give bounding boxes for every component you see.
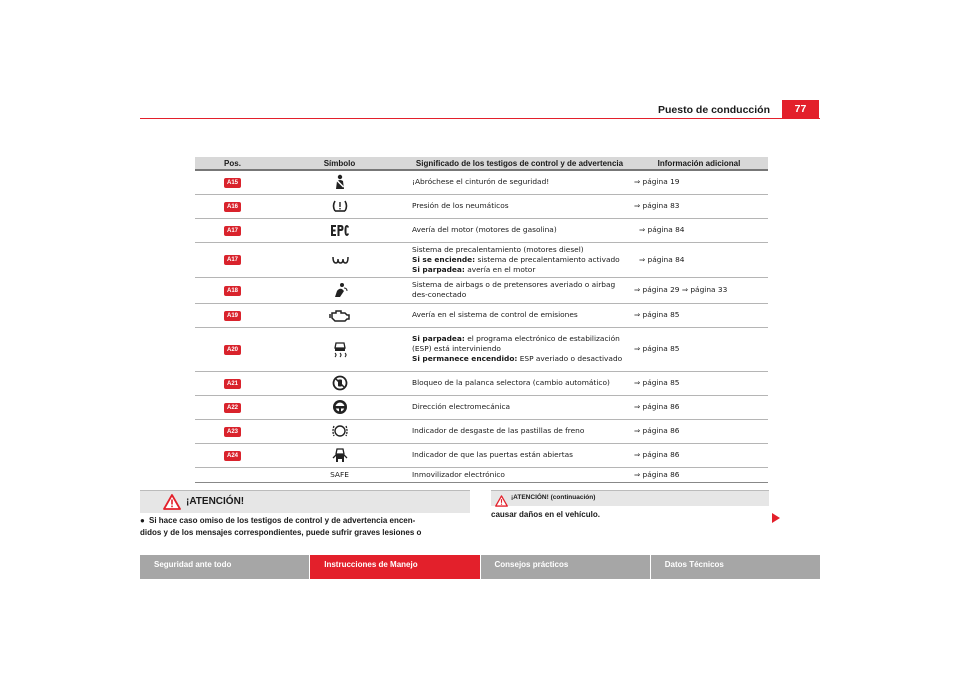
table-row: [195, 467, 768, 482]
condition-text: ESP averiado o desactivado: [517, 354, 623, 363]
safe-symbol: SAFE: [270, 467, 409, 482]
position-tag: A23: [224, 427, 241, 437]
warning-triangle-icon: [495, 492, 508, 511]
position-tag: A21: [224, 379, 241, 389]
position-tag: A15: [224, 178, 241, 188]
warning-line: didos y de los mensajes correspondientes, puede sufrir graves lesiones o: [140, 528, 422, 537]
epc-icon: [273, 224, 406, 237]
section-title: Puesto de conducción: [657, 104, 770, 116]
footer-tab-operating-instructions[interactable]: Instrucciones de Manejo: [310, 555, 479, 579]
meaning-cell: [409, 242, 630, 277]
warning-continued-header: [491, 490, 769, 506]
airbag-icon: [273, 282, 406, 298]
warning-line: Si hace caso omiso de los testigos de control y de advertencia encen-: [149, 516, 416, 525]
warning-lights-table: [195, 157, 768, 483]
table-row: [195, 218, 768, 242]
position-tag: A17: [224, 255, 241, 265]
meaning-cell: [409, 327, 630, 371]
meaning-cell: Inmovilizador electrónico: [409, 467, 630, 482]
brake-pad-icon: [273, 423, 406, 439]
position-cell: [195, 467, 270, 482]
info-link[interactable]: ⇒ página 83: [630, 194, 768, 218]
table-row: [195, 395, 768, 419]
position-tag: A20: [224, 345, 241, 355]
meaning-cell: Presión de los neumáticos: [409, 194, 630, 218]
warning-continued-text: causar daños en el vehículo.: [491, 510, 600, 519]
info-link[interactable]: ⇒ página 29 ⇒ página 33: [630, 277, 768, 303]
col-header-pos: Pos.: [195, 157, 270, 170]
header-rule: [140, 118, 820, 119]
warning-header: [140, 490, 470, 513]
condition-text: avería en el motor: [464, 264, 536, 274]
position-tag: A17: [224, 226, 241, 236]
col-header-info: Información adicional: [630, 157, 768, 170]
table-row: [195, 327, 768, 371]
selector-lock-icon: [273, 375, 406, 391]
footer-nav: [140, 555, 820, 579]
condition-label: Si parpadea:: [412, 264, 465, 274]
info-link[interactable]: ⇒ página 86: [630, 467, 768, 482]
info-link[interactable]: ⇒ página 85: [630, 303, 768, 327]
condition-label: Si permanece encendido:: [412, 354, 518, 363]
table-row: [195, 419, 768, 443]
continue-arrow-icon: [772, 508, 780, 527]
meaning-cell: Dirección electromecánica: [409, 395, 630, 419]
esp-icon: [273, 341, 406, 358]
table-row: [195, 194, 768, 218]
warning-continued-title: ¡ATENCIÓN! (continuación): [511, 494, 596, 501]
condition-label: Si parpadea:: [412, 334, 465, 343]
table-row: [195, 303, 768, 327]
engine-icon: [273, 309, 406, 322]
position-tag: A22: [224, 403, 241, 413]
warning-text: [140, 513, 470, 539]
position-tag: A18: [224, 286, 241, 296]
col-header-symbol: Símbolo: [270, 157, 409, 170]
condition-text: sistema de precalentamiento activado: [475, 254, 620, 264]
table-row: [195, 443, 768, 467]
tire-pressure-icon: [273, 199, 406, 213]
info-link[interactable]: ⇒ página 84: [630, 218, 768, 242]
col-header-meaning: Significado de los testigos de control y de advertencia: [409, 157, 630, 170]
meaning-text: Sistema de precalentamiento (motores diesel): [412, 244, 584, 254]
warning-title: ¡ATENCIÓN!: [186, 496, 245, 507]
footer-tab-practical-tips[interactable]: Consejos prácticos: [481, 555, 650, 579]
table-row: [195, 242, 768, 277]
steering-icon: [273, 399, 406, 415]
info-link[interactable]: ⇒ página 85: [630, 327, 768, 371]
info-link[interactable]: ⇒ página 86: [630, 419, 768, 443]
info-link[interactable]: ⇒ página 19: [630, 170, 768, 194]
position-tag: A16: [224, 202, 241, 212]
condition-label: Si se enciende:: [412, 254, 476, 264]
seatbelt-icon: [273, 174, 406, 190]
condition-text: el programa electrónico de estabilización (ESP) está interviniendo: [412, 334, 620, 353]
info-link[interactable]: ⇒ página 86: [630, 395, 768, 419]
footer-tab-safety[interactable]: Seguridad ante todo: [140, 555, 309, 579]
meaning-cell: Sistema de airbags o de pretensores averiado o airbag des-conectado: [409, 277, 630, 303]
footer-tab-technical-data[interactable]: Datos Técnicos: [651, 555, 820, 579]
meaning-cell: ¡Abróchese el cinturón de seguridad!: [409, 170, 630, 194]
bullet-icon: ●: [140, 516, 145, 525]
info-link[interactable]: ⇒ página 84: [630, 242, 768, 277]
warning-triangle-icon: [163, 494, 181, 514]
table-row: [195, 277, 768, 303]
table-header-row: [195, 157, 768, 170]
warning-box: [140, 490, 470, 538]
meaning-cell: Avería en el sistema de control de emisiones: [409, 303, 630, 327]
meaning-cell: Avería del motor (motores de gasolina): [409, 218, 630, 242]
door-open-icon: [273, 447, 406, 464]
meaning-cell: Indicador de desgaste de las pastillas de freno: [409, 419, 630, 443]
table-row: [195, 170, 768, 194]
info-link[interactable]: ⇒ página 86: [630, 443, 768, 467]
page-number: 77: [782, 100, 819, 118]
position-tag: A24: [224, 451, 241, 461]
info-link[interactable]: ⇒ página 85: [630, 371, 768, 395]
warning-continued-box: [491, 490, 769, 524]
meaning-cell: Indicador de que las puertas están abiertas: [409, 443, 630, 467]
meaning-cell: Bloqueo de la palanca selectora (cambio automático): [409, 371, 630, 395]
table-row: [195, 371, 768, 395]
position-tag: A19: [224, 311, 241, 321]
glow-plug-icon: [273, 254, 406, 266]
